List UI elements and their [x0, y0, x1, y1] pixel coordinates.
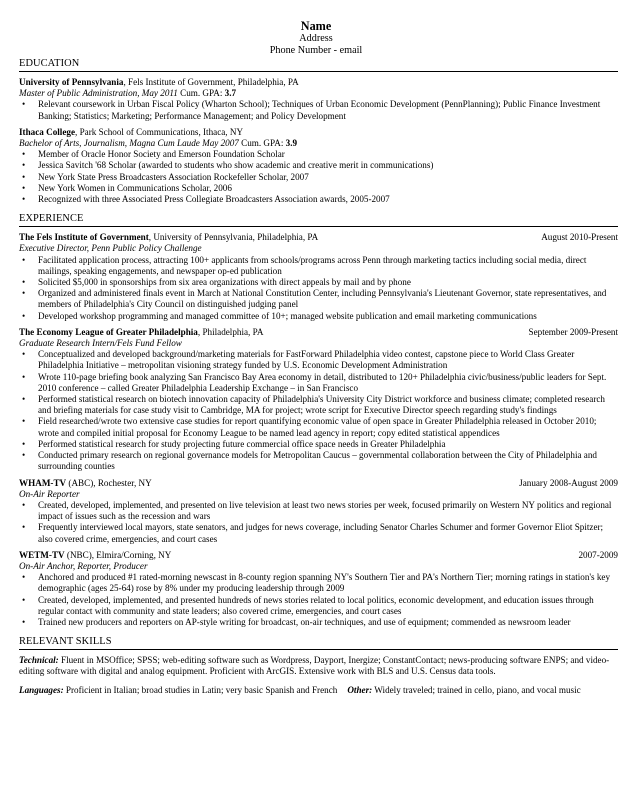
- bullet-list: [19, 149, 618, 205]
- list-item: • Conducted primary research on regional governance models for Metropolitan Caucus – governmental collaboration between the City of Philadelphia and surrounding counties: [36, 450, 618, 472]
- contact-info: Phone Number - email: [269, 45, 363, 56]
- list-item: • Performed statistical research on biotech innovation capacity of Philadelphia's University City District workforce and business climate; completed research and briefing materials for case study visit to Cambridge, MA for project; wrote script for Executive Director speech regarding study's findings: [36, 394, 618, 416]
- technical-skills: [19, 655, 618, 677]
- school-name: University of Pennsylvania: [19, 77, 124, 87]
- candidate-name: Name: [300, 19, 332, 33]
- dates: September 2009-Present: [528, 326, 618, 337]
- bullet-list: [19, 255, 618, 322]
- experience-section: [19, 213, 618, 628]
- list-item: • Recognized with three Associated Press Collegiate Broadcasters Association awards, 2005-2007: [36, 194, 618, 205]
- organization-name: The Fels Institute of Government: [19, 232, 149, 243]
- skills-text: Proficient in Italian; broad studies in Latin; very basic Spanish and French: [63, 684, 338, 695]
- list-item: • Facilitated application process, attracting 100+ applicants from schools/programs across Penn through marketing tactics including social media, direct mailings, speaking engagements, and newspaper op-ed publication: [36, 255, 618, 277]
- organization-details: (NBC), Elmira/Corning, NY: [64, 549, 172, 560]
- list-item: • Relevant coursework in Urban Fiscal Policy (Wharton School); Techniques of Urban Economic Development (PennPlanning); Public Finance Investment Banking; Statistics; Marketing; Performance Management; and Policy Development: [36, 99, 618, 121]
- organization-name: WHAM-TV: [19, 477, 67, 488]
- education-entry: [19, 127, 618, 205]
- list-item: • Anchored and produced #1 rated-morning newscast in 8-county region spanning NY's Southern Tier and PA's Northern Tier; morning ratings in station's key demographic (ages 25-64) rose by 8% under my producing leadership through 2009: [36, 572, 618, 594]
- skills-label: Other:: [347, 684, 373, 695]
- list-item: • New York Women in Communications Scholar, 2006: [36, 183, 618, 194]
- degree: Master of Public Administration, May 2011: [19, 88, 178, 99]
- list-item: • Created, developed, implemented, and presented hundreds of news stories related to local politics, economic development, and education issues through regular contact with community and state leaders; also covered crime, emergencies, and court cases: [36, 595, 618, 617]
- list-item: • Frequently interviewed local mayors, state senators, and judges for news coverage, including Senator Charles Schumer and former Governor Eliot Spitzer; also covered crime, emergencies, and court cases: [36, 522, 618, 544]
- skills-text: Widely traveled; trained in cello, piano, and vocal music: [372, 684, 581, 695]
- school-details: , Park School of Communications, Ithaca, NY: [75, 126, 244, 137]
- list-item: • Created, developed, implemented, and presented on live television at least two news stories per week, focused primarily on Western NY politics and regional impact of issues such as the recession and wars: [36, 500, 618, 522]
- education-section: [19, 58, 618, 205]
- experience-entry: [19, 478, 618, 545]
- list-item: • New York State Press Broadcasters Association Rockefeller Scholar, 2007: [36, 172, 618, 183]
- resume-header: [0, 0, 632, 57]
- skills-label: Languages:: [19, 684, 64, 695]
- experience-entry: [19, 327, 618, 473]
- dates: January 2008-August 2009: [519, 477, 618, 488]
- degree: Bachelor of Arts, Journalism, Magna Cum Laude May 2007: [19, 138, 239, 149]
- list-item: • Performed statistical research for study projecting future commercial office space needs in Greater Philadelphia: [36, 439, 618, 450]
- education-entry: [19, 77, 618, 122]
- list-item: • Developed workshop programming and managed committee of 10+; managed website publication and email marketing communications: [36, 311, 618, 322]
- list-item: • Jessica Savitch '68 Scholar (awarded to students who show academic and creative merit in communications): [36, 160, 618, 171]
- gpa-value: 3.9: [285, 138, 298, 149]
- section-title: EXPERIENCE: [19, 213, 618, 227]
- organization-details: , Philadelphia, PA: [197, 326, 264, 337]
- list-item: • Trained new producers and reporters on AP-style writing for broadcast, on-air techniques, and use of equipment; commended as newsroom leader: [36, 617, 618, 628]
- skills-text: Fluent in MSOffice; SPSS; web-editing software such as Wordpress, Dayport, Inergize; ConstantContact; news-producing software ENPS; and video-editing software with digital and analog equipment. Proficient with ArcGIS. Extensive work with BLS and U.S. Census data tools.: [19, 655, 610, 677]
- section-title: RELEVANT SKILLS: [19, 636, 618, 650]
- role-title: Executive Director, Penn Public Policy Challenge: [19, 243, 202, 254]
- school-name: Ithaca College: [19, 126, 76, 137]
- list-item: • Solicited $5,000 in sponsorships from six area organizations with direct appeals by mail and by phone: [36, 277, 618, 288]
- bullet-list: [19, 99, 618, 121]
- school-details: , Fels Institute of Government, Philadelphia, PA: [123, 77, 299, 87]
- list-item: • Organized and administered finals event in March at National Constitution Center, including Pennsylvania's Lieutenant Governor, state representatives, and members of Philadelphia's City Council on distinguished judging panel: [36, 288, 618, 310]
- role-title: Graduate Research Intern/Fels Fund Fellow: [19, 338, 182, 349]
- address: Address: [299, 33, 333, 44]
- organization-name: WETM-TV: [19, 549, 65, 560]
- skills-label: Technical:: [19, 655, 59, 666]
- gpa-label: Cum. GPA:: [238, 138, 286, 149]
- experience-entry: [19, 550, 618, 628]
- organization-name: The Economy League of Greater Philadelphia: [19, 326, 198, 337]
- bullet-list: [19, 349, 618, 472]
- languages-and-other: [19, 685, 618, 696]
- section-title: EDUCATION: [19, 58, 618, 72]
- list-item: • Conceptualized and developed background/marketing materials for FastForward Philadelphia video contest, capstone piece to World Class Greater Philadelphia Initiative – metropolitan visioning strategy funded by U.S. Economic Development Administration: [36, 349, 618, 371]
- organization-details: (ABC), Rochester, NY: [66, 477, 152, 488]
- role-title: On-Air Reporter: [19, 488, 80, 499]
- experience-entry: [19, 232, 618, 322]
- skills-section: [19, 636, 618, 696]
- dates: August 2010-Present: [541, 232, 618, 243]
- gpa-label: Cum. GPA:: [177, 88, 225, 99]
- gpa-value: 3.7: [224, 88, 237, 99]
- list-item: • Member of Oracle Honor Society and Emerson Foundation Scholar: [36, 149, 618, 160]
- role-title: On-Air Anchor, Reporter, Producer: [19, 560, 148, 571]
- organization-details: , University of Pennsylvania, Philadelphia, PA: [148, 232, 319, 243]
- bullet-list: [19, 500, 618, 545]
- dates: 2007-2009: [578, 549, 618, 560]
- list-item: • Wrote 110-page briefing book analyzing San Francisco Bay Area economy in detail, distributed to 120+ Philadelphia civic/business/public leaders for Sept. 2010 conference – called Greater Philadelphia Leadership Exchange – in San Francisco: [36, 372, 618, 394]
- bullet-list: [19, 572, 618, 628]
- resume-body: [19, 58, 618, 703]
- list-item: • Field researched/wrote two extensive case studies for report quantifying economic value of open space in Greater Philadelphia released in October 2010; wrote and compiled initial proposal for Economy League to be named lead agency in report; copy edited statistical appendices: [36, 416, 618, 438]
